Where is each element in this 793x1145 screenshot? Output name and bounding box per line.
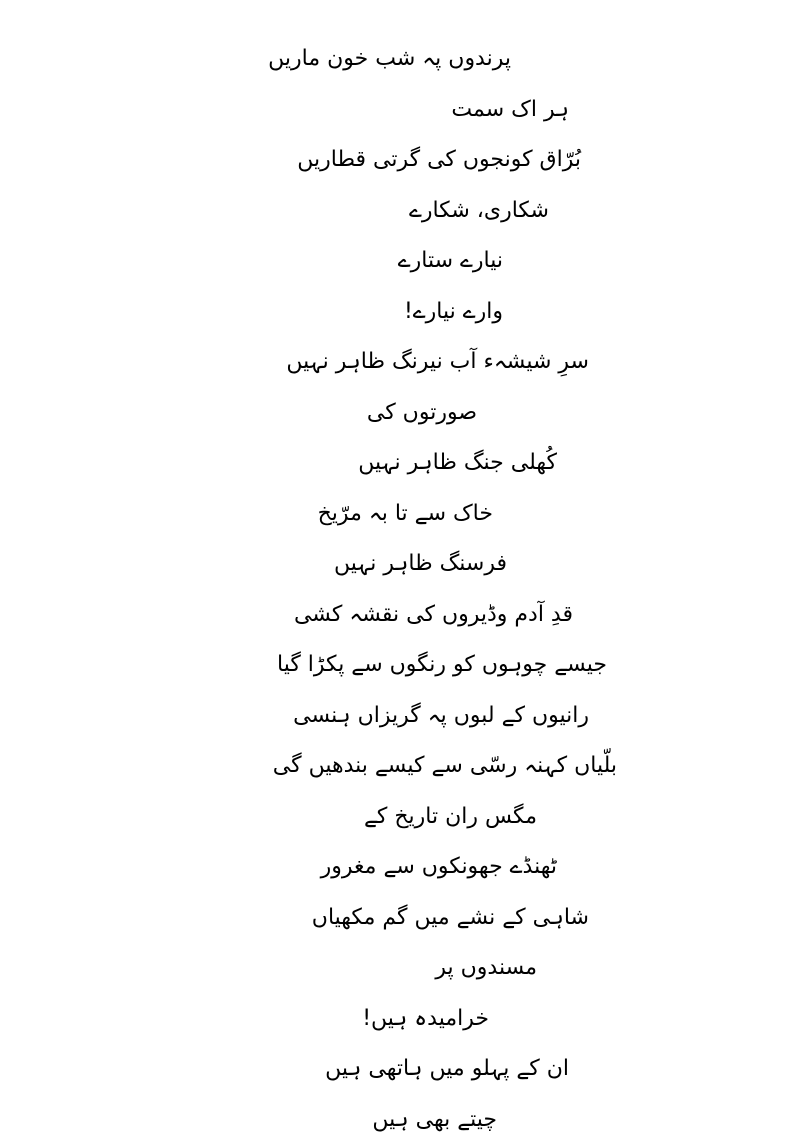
poem-line-2: ہر اک سمت [161, 85, 581, 136]
poem-line-11: فرسنگ ظاہر نہیں [161, 539, 581, 590]
poem-line-13: جیسے چوہوں کو رنگوں سے پکڑا گیا [161, 640, 607, 691]
poem-line-9: کُھلی جنگ ظاہر نہیں [161, 438, 581, 489]
poem-line-12: قدِ آدم وڈیروں کی نقشہ کشی [161, 590, 581, 641]
poem-text [161, 34, 581, 1145]
poem-line-18: شاہی کے نشے میں گم مکھیاں [161, 893, 589, 944]
poem-line-3: بُرّاق کونجوں کی گرتی قطاریں [161, 135, 581, 186]
poem-line-4: شکاری، شکارے [161, 186, 581, 237]
poem-line-21: ان کے پہلو میں ہاتھی ہیں [161, 1044, 581, 1095]
poem-line-19: مسندوں پر [161, 943, 581, 994]
poem-line-6: وارے نیارے! [161, 287, 581, 338]
poem-line-10: خاک سے تا بہ مرّیخ [161, 489, 581, 540]
poem-line-17: ٹھنڈے جھونکوں سے مغرور [161, 842, 581, 893]
poem-line-8: صورتوں کی [161, 388, 581, 439]
poem-line-22: چیتے بھی ہیں [161, 1095, 581, 1145]
poem-line-16: مگس ران تاریخ کے [161, 792, 581, 843]
poem-line-7: سرِ شیشہء آب نیرنگ ظاہر نہیں [161, 337, 589, 388]
poem-line-15: بلّیاں کہنہ رسّی سے کیسے بندھیں گی [161, 741, 617, 792]
poem-line-20: خراميدہ ہیں! [161, 994, 581, 1045]
poem-line-1: پرندوں پہ شب خون ماریں [161, 34, 581, 85]
poem-line-5: نیارے ستارے [161, 236, 581, 287]
poem-line-14: رانیوں کے لبوں پہ گریزاں ہنسی [161, 691, 589, 742]
